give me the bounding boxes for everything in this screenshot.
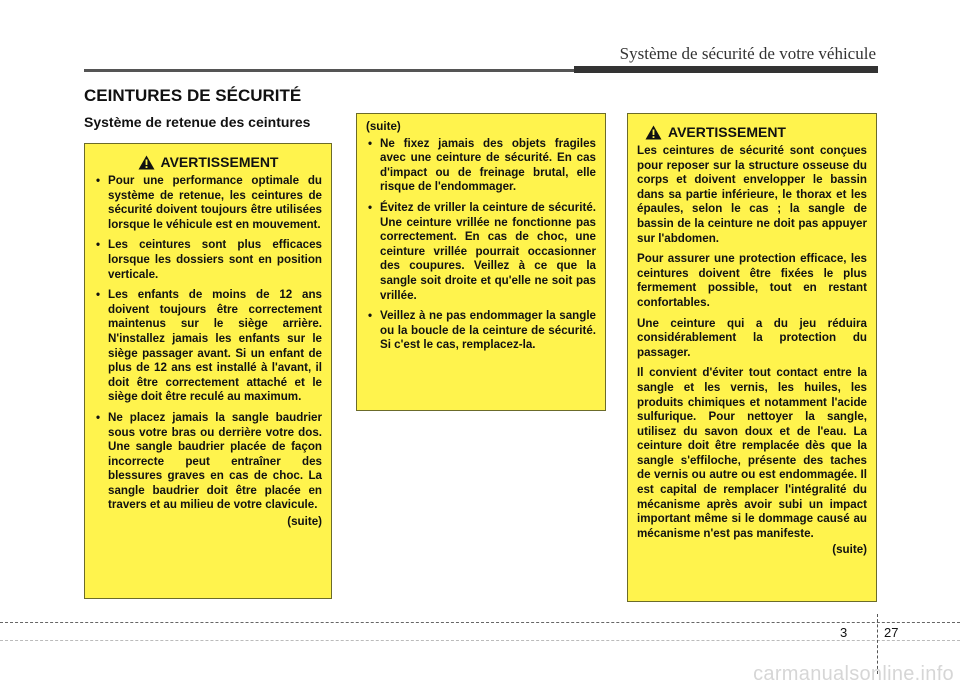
warning-box-2 bbox=[356, 113, 606, 411]
watermark: carmanualsonline.info bbox=[753, 663, 954, 685]
list-item: • Les ceintures sont plus efficaces lorsque les dossiers sont en position verticale. bbox=[94, 238, 322, 282]
continued-label: (suite) bbox=[366, 120, 401, 133]
warning-box-1 bbox=[84, 143, 332, 599]
page-number: 27 bbox=[884, 625, 899, 640]
paragraph: Les ceintures de sécurité sont conçues pour reposer sur la structure osseuse du corps et doivent envelopper le bassin dans sa partie inférieure, le thorax et les épaules, selon le cas ; la sangle de bassin de la ceinture ne doit pas appuyer sur l'abdomen. bbox=[637, 144, 867, 245]
section-title: CEINTURES DE SÉCURITÉ bbox=[84, 86, 302, 105]
warning-box-3 bbox=[627, 113, 877, 602]
paragraph: Pour assurer une protection efficace, les ceintures doivent être fixées le plus fermement possible, tout en restant confortables. bbox=[637, 252, 867, 309]
header-rule-thick bbox=[574, 66, 878, 73]
header-rule bbox=[84, 69, 574, 72]
list-item: • Ne fixez jamais des objets fragiles avec une ceinture de sécurité. En cas d'impact ou de freinage brutal, elle risque de l'endommager. bbox=[366, 137, 596, 195]
list-item: • Les enfants de moins de 12 ans doivent toujours être correctement maintenus sur le siège arrière. N'installez jamais les enfants sur le siège passager avant. Si un enfant de plus de 12 ans est installé à l'avant, il doit être correctement attaché et le siège doit être reculé au maximum. bbox=[94, 288, 322, 405]
chapter-number: 3 bbox=[840, 625, 848, 640]
footer-rule bbox=[0, 622, 960, 623]
footer-rule-faint bbox=[0, 640, 960, 641]
warning-triangle-icon bbox=[138, 155, 155, 170]
continued-label: (suite) bbox=[832, 543, 867, 557]
list-item: • Veillez à ne pas endommager la sangle ou la boucle de la ceinture de sécurité. Si c'est le cas, remplacez-la. bbox=[366, 309, 596, 353]
warning-heading-3 bbox=[637, 124, 867, 140]
warning-heading-text: AVERTISSEMENT bbox=[160, 154, 279, 170]
warning-heading-text: AVERTISSEMENT bbox=[668, 124, 786, 140]
running-title: Système de sécurité de votre véhicule bbox=[619, 44, 876, 63]
paragraph: Il convient d'éviter tout contact entre la sangle et les vernis, les huiles, les produits chimiques et notamment l'acide sulfurique. Pour nettoyer la sangle, utilisez du savon doux et de l'eau. La ceinture doit être remplacée dès que la sangle s'effiloche, présente des taches de vernis ou autre ou est endommagée. Il est capital de remplacer l'intégralité du mécanisme après avoir subi un impact important même si le dommage causé au mécanisme n'est pas manifeste. bbox=[637, 366, 867, 540]
subsection-title: Système de retenue des ceintures bbox=[84, 114, 311, 130]
list-item: • Pour une performance optimale du système de retenue, les ceintures de sécurité doivent toujours être utilisées lorsque le véhicule est en mouvement. bbox=[94, 174, 322, 232]
warning-triangle-icon bbox=[645, 125, 662, 140]
paragraph: Une ceinture qui a du jeu réduira considérablement la protection du passager. bbox=[637, 316, 867, 359]
warning-heading-1 bbox=[94, 154, 322, 170]
list-item: • Évitez de vriller la ceinture de sécurité. Une ceinture vrillée ne fonctionne pas correctement. En cas de choc, une ceinture vrillée pourrait occasionner des coupures. Veillez à ce que la sangle soit droite et qu'elle ne soit pas vrillée. bbox=[366, 201, 596, 303]
continued-label: (suite) bbox=[287, 515, 322, 529]
list-item: • Ne placez jamais la sangle baudrier sous votre bras ou derrière votre dos. Une sangle baudrier placée de façon incorrecte peut entraîner des blessures graves en cas de choc. La sangle baudrier doit être placée en travers et au milieu de votre clavicule. bbox=[94, 411, 322, 513]
